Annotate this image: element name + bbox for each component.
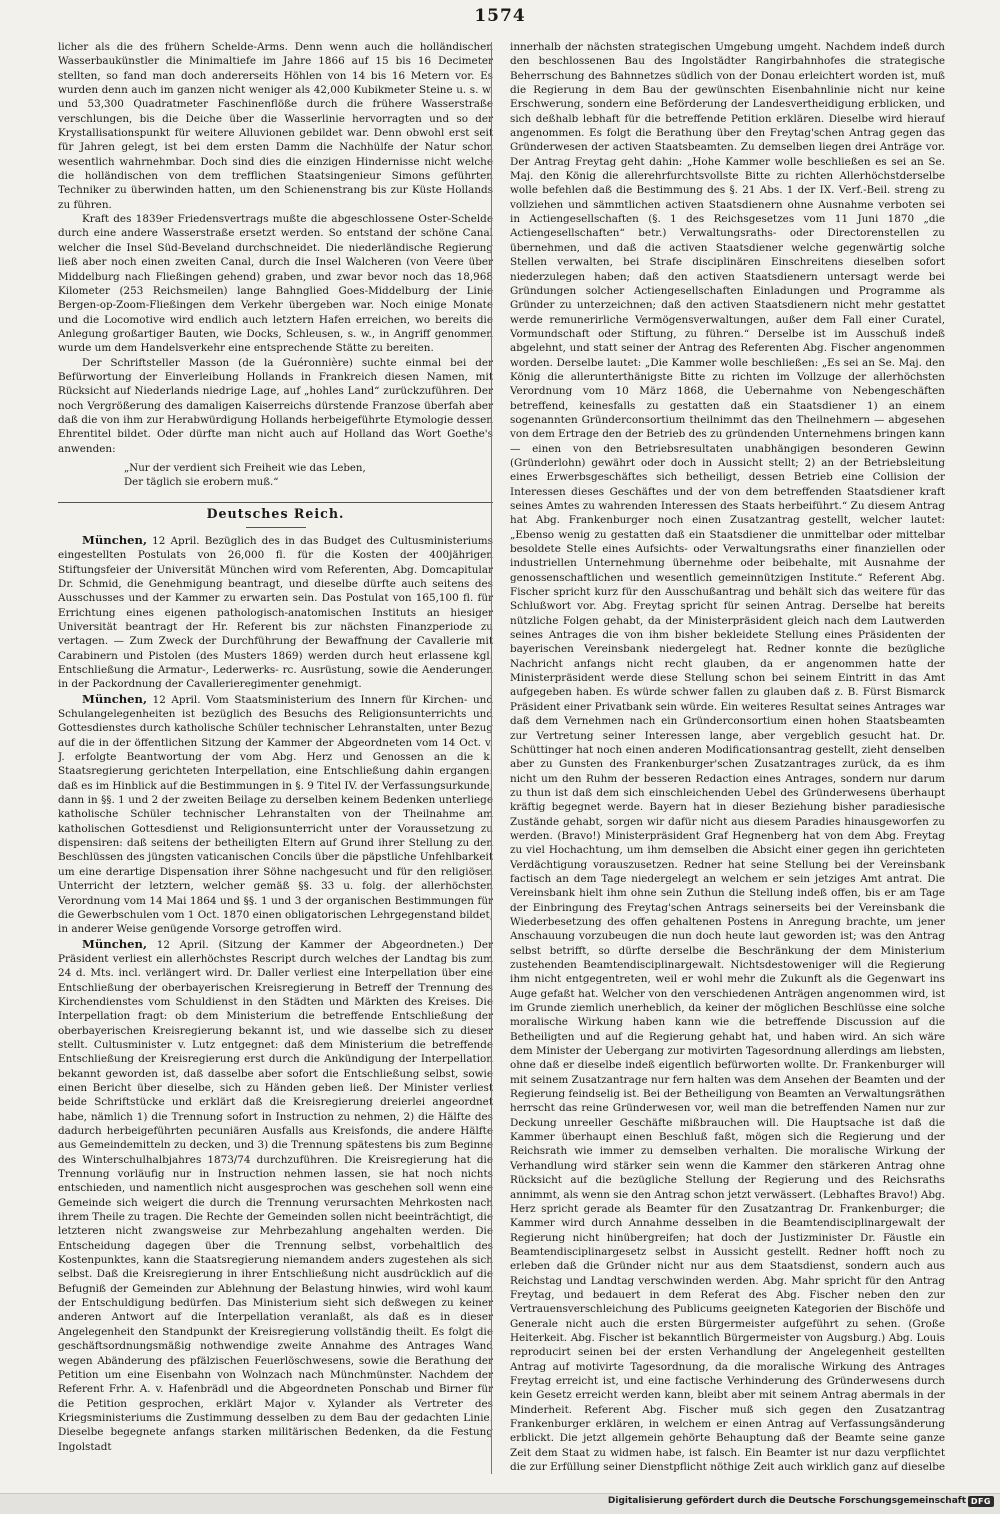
page-number: 1574	[474, 6, 526, 26]
article-paragraph: licher als die des frühern Schelde-Arms. Denn wenn auch die holländischen Wasserbaukünstler die Minimaltiefe im Jahre 1866 auf 15 bis 16 Decimeter stellten, so fand man doch andererseits Höhlen von 14 bis 16 Metern vor. Es wurden denn auch im ganzen nicht weniger als 42,000 Kubikmeter Steine u. s. w. und 53,300 Quadratmeter Faschinenflöße durch die frühere Wasserstraße verschlungen, bis die Deiche über die Wasserlinie hervorragten und so der Krystallisationspunkt für weitere Alluvionen gebildet war. Denn obwohl erst seit für Jahren gelegt, ist bei dem ersten Damm die Nachhülfe der Natur schon wesentlich wahrnehmbar. Doch sind dies die einzigen Hindernisse nicht welche die holländischen von dem trefflichen Staatsingenieur Simons geführten Techniker zu überwinden hatten, um den Schienenstrang bis zur Küste Hollands zu führen.	[58, 41, 493, 211]
news-item	[58, 533, 493, 692]
news-item	[58, 692, 493, 937]
news-item	[58, 937, 493, 1454]
goethe-quote	[124, 462, 493, 490]
quote-line: „Nur der verdient sich Freiheit wie das Leben,	[124, 462, 366, 474]
heading-rule	[246, 527, 306, 528]
news-text: 12 April. (Sitzung der Kammer der Abgeordneten.) Der Präsident verliest ein allerhöchstes Rescript durch welches der Landtag bis zum 24 d. Mts. incl. verlängert wird. Dr. Daller verliest eine Interpellation über eine Entschließung der oberbayerischen Kreisregierung in Betreff der Trennung des Kirchendienstes vom Schuldienst in den Städten und Märkten des Kreises. Die Interpellation fragt: ob dem Ministerium die betreffende Entschließung der oberbayerischen Kreisregierung bekannt ist, und wie dasselbe sich zu dieser stellt. Cultusminister v. Lutz entgegnet: daß dem Ministerium die betreffende Entschließung der Kreisregierung erst durch die Ankündigung der Interpellation bekannt geworden ist, daß dasselbe aber sofort die Entschließung selbst, sowie einen Bericht über dieselbe, sich zu Händen geben ließ. Der Minister verliest beide Schriftstücke und erklärt daß die Kreisregierung dreierlei angeordnet habe, nämlich 1) die Trennung sofort in Instruction zu nehmen, 2) die Hälfte des dadurch herbeigeführten pecuniären Ausfalls aus Kreisfonds, die andere Hälfte aus Gemeindemitteln zu decken, und 3) die Trennung spätestens bis zum Beginne des Winterschulhalbjahres 1873/74 durchzuführen. Die Kreisregierung hat die Trennung vorläufig nur in Instruction nehmen lassen, sie hat noch nichts entschieden, und namentlich nicht ausgesprochen was geschehen soll wenn eine Gemeinde sich weigert die durch die Trennung verursachten Mehrkosten nach ihrem Theile zu tragen. Die Rechte der Gemeinden sollen nicht beeinträchtigt, die letzteren nicht zwangsweise zur Mehrbezahlung angehalten werden. Die Entscheidung dagegen über die Trennung selbst, vorbehaltlich des Kostenpunktes, kann die Staatsregierung niemandem anders zugestehen als sich selbst. Daß die Kreisregierung in ihrer Entschließung nicht ausdrücklich auf die Befugniß der Gemeinden zur Ablehnung der Belastung hinwies, wird wohl kaum der Entschuldigung bedürfen. Das Ministerium sieht sich deßwegen zu keiner anderen Antwort auf die Interpellation veranlaßt, als daß es in dieser Angelegenheit den Standpunkt der Kreisregierung vollständig theilt. Es folgt die geschäftsordnungsmäßig nothwendige zweite Annahme des Antrages Wand wegen Abänderung des pfälzischen Feuerlöschwesens, sowie die Berathung der Petition um eine Eisenbahn von Wolnzach nach Münchmünster. Nachdem der Referent Frhr. A. v. Hafenbrädl und die Abgeordneten Ponschab und Birner für die Petition gesprochen, erklärt Major v. Xylander als Vertreter des Kriegsministeriums die Zustimmung desselben zu dem Bau der gedachten Linie. Dieselbe begegnete anfangs starken militärischen Bedenken, da die Festung Ingolstadt	[58, 938, 493, 1453]
quote-line: Der täglich sie erobern muß.“	[124, 476, 279, 488]
section-heading: Deutsches Reich.	[58, 502, 493, 521]
dfg-logo: DFG	[968, 1496, 994, 1507]
right-column	[510, 40, 945, 1476]
news-text: 12 April. Vom Staatsministerium des Innern für Kirchen- und Schulangelegenheiten ist bezüglich des Besuchs des Religionsunterrichts und Gottesdienstes durch katholische Schüler technischer Lehranstalten, unter Bezug auf die in der öffentlichen Sitzung der Kammer der Abgeordneten vom 14 Oct. v. J. erfolgte Beantwortung der vom Abg. Herz und Genossen an die k. Staatsregierung gerichteten Interpellation, eine Entschließung dahin ergangen: daß es im Hinblick auf die Bestimmungen in §. 9 Titel IV. der Verfassungsurkunde, dann in §§. 1 und 2 der zweiten Beilage zu derselben keinem Bedenken unterliege katholische Schüler technischer Lehranstalten von der Theilnahme am katholischen Gottesdienst und Religionsunterricht unter der Voraussetzung zu dispensiren: daß seitens der betheiligten Eltern auf Grund ihrer Stellung zu den Beschlüssen des jüngsten vaticanischen Concils über die päpstliche Unfehlbarkeit um eine derartige Dispensation ihrer Söhne nachgesucht und für den religiösen Unterricht der letztern, welcher gemäß §§. 33 u. folg. der allerhöchsten Verordnung vom 14 Mai 1864 und §§. 1 und 3 der organischen Bestimmungen für die Gewerbschulen vom 1 Oct. 1870 einen obligatorischen Lehrgegenstand bildet, in anderer Weise genügende Vorsorge getroffen wird.	[58, 693, 493, 936]
article-paragraph: Kraft des 1839er Friedensvertrags mußte die abgeschlossene Oster-Schelde durch eine andere Wasserstraße ersetzt werden. So entstand der schöne Canal welcher die Insel Süd-Beveland durchschneidet. Die niederländische Regierung ließ aber noch einen zweiten Canal, durch die Insel Walcheren (von Veere über Middelburg nach Fließingen gehend) graben, und zwar bevor noch das 18,968 Kilometer (253 Reichsmeilen) lange Bahnglied Goes-Middelburg der Linie Bergen-op-Zoom-Fließingen dem Verkehr übergeben war. Noch einige Monate und die Locomotive wird endlich auch letztern Hafen erreichen, wo bereits die Anlegung großartiger Bauten, wie Docks, Schleusen, s. w., in Angriff genommen wurde um dem Handelsverkehr eine entsprechende Stätte zu bereiten.	[58, 213, 493, 355]
dateline: München,	[82, 532, 148, 547]
footer-credit: Digitalisierung gefördert durch die Deutsche Forschungsgemeinschaft	[607, 1496, 966, 1506]
dateline: München,	[82, 936, 148, 951]
dateline: München,	[82, 691, 148, 706]
article-paragraph: Der Schriftsteller Masson (de la Guéronnière) suchte einmal bei der Befürwortung der Einverleibung Hollands in Frankreich diesen Namen, mit Rücksicht auf Niederlands niedrige Lage, auf „hohles Land“ zurückzuführen. Der noch Vergrößerung des damaligen Kaiserreichs dürstende Franzose überfah aber daß die von ihm zur Herabwürdigung Hollands herbeigeführte Etymologie dessen Ehrentitel bildet. Oder dürfte man nicht auch auf Holland das Wort Goethe's anwenden:	[58, 356, 493, 455]
article-paragraph: innerhalb der nächsten strategischen Umgebung umgeht. Nachdem indeß durch den beschlossenen Bau des Ingolstädter Rangirbahnhofes die strategische Beherrschung des Bahnnetzes südlich von der Donau erleichtert worden ist, muß die Regierung in dem Bau der gewünschten Eisenbahnlinie nicht nur keine Erschwerung, sondern eine Beförderung der Landesvertheidigung erblicken, und sich deßhalb lebhaft für die betreffende Petition erklären. Dieselbe wird hierauf angenommen. Es folgt die Berathung über den Freytag'schen Antrag gegen das Gründerwesen der activen Staatsbeamten. Zu demselben liegen drei Anträge vor. Der Antrag Freytag geht dahin: „Hohe Kammer wolle beschließen es sei an Se. Maj. den König die allerehrfurchtsvollste Bitte zu richten Allerhöchstderselbe wolle befehlen daß die Bestimmung des §. 21 Abs. 1 der IX. Verf.-Beil. streng zu vollziehen und sämmtlichen activen Staatsdienern ohne Ausnahme verboten sei in Actiengesellschaften (§. 1 des Reichsgesetzes vom 11 Juni 1870 „die Actiengesellschaften“ betr.) Verwaltungsraths- oder Directorenstellen zu übernehmen, und daß die activen Staatsdiener welche gegenwärtig solche Stellen verwalten, bei Strafe disciplinären Einschreitens dieselben sofort niederzulegen haben; daß den activen Staatsdienern untersagt werde bei Gründungen solcher Actiengesellschaften Einladungen und Programme als Gründer zu unterzeichnen; daß den activen Staatsdienern nicht mehr gestattet werde remunerirliche Vermögensverwaltungen, außer dem Fall einer Curatel, Vormundschaft oder Stiftung, zu führen.“ Derselbe ist im Ausschuß indeß abgelehnt, und statt seiner der Antrag des Referenten Abg. Fischer angenommen worden. Derselbe lautet: „Die Kammer wolle beschließen: „Es sei an Se. Maj. den König die allerunterthänigste Bitte zu richten im Vollzuge der allerhöchsten Verordnung vom 10 März 1868, die Uebernahme von Nebengeschäften betreffend, keinesfalls zu gestatten daß ein Staatsdiener 1) an einem sogenannten Gründerconsortium theilnimmt das den Theilnehmern — abgesehen von dem Ertrage den der Betrieb des zu gründenden Unternehmens bringen kann — einen von den Betriebsresultaten unabhängigen besonderen Gewinn (Gründerlohn) gewährt oder doch in Aussicht stellt; 2) an der Betriebsleitung eines Erwerbsgeschäftes sich betheiligt, dessen Betrieb eine Collision der Interessen dieses Geschäftes und der von dem betreffenden Staatsdiener kraft seines Amtes zu wahrenden Interessen des Staats herbeiführt.“ Zu diesem Antrag hat Abg. Frankenburger noch einen Zusatzantrag gestellt, welcher lautet: „Ebenso wenig zu gestatten daß ein Staatsdiener die unmittelbar oder mittelbar besoldete Stelle eines Aufsichts- oder Verwaltungsraths einer finanziellen oder industriellen Unternehmung übernehme oder beibehalte, mit Ausnahme der genossenschaftlichen und wesentlich gemeinnützigen Institute.“ Referent Abg. Fischer spricht kurz für den Ausschußantrag und behält sich das weitere für das Schlußwort vor. Abg. Freytag spricht für seinen Antrag. Derselbe hat bereits nützliche Folgen gehabt, da der Ministerpräsident gleich nach dem Lautwerden seines Antrages die von ihm bisher bekleidete Stellung eines Präsidenten der bayerischen Vereinsbank niedergelegt hat. Redner konnte die bezügliche Nachricht anfangs nicht recht glauben, da er angenommen hatte der Ministerpräsident werde diese Stellung schon bei seinem Eintritt in das Amt aufgegeben haben. Es würde schwer fallen zu glauben daß z. B. Fürst Bismarck Präsident einer Privatbank sein würde. Ein weiteres Resultat seines Antrages war daß dem Vernehmen nach ein Gründerconsortium einen hohen Staatsbeamten zur Vertretung seiner Interessen lange, aber vergeblich gesucht hat. Dr. Schüttinger hat noch einen anderen Modificationsantrag gestellt, zieht denselben aber zu Gunsten des Frankenburger'schen Zusatzantrages zurück, da es ihm nicht um den Ruhm der besseren Redaction eines Antrages, sondern nur darum zu thun ist daß dem sich einschleichenden Uebel des Gründerwesens überhaupt kräftig begegnet werde. Bayern hat in dieser Beziehung bisher paradiesische Zustände gehabt, sorgen wir dafür nicht aus diesem Paradies hinausgeworfen zu werden. (Bravo!) Ministerpräsident Graf Hegnenberg hat von dem Abg. Freytag zu viel Hochachtung, um ihm demselben die Absicht einer gegen ihn gerichteten Verdächtigung vorauszusetzen. Redner hat seine Stellung bei der Vereinsbank factisch an dem Tage niedergelegt an welchem er sein jetziges Amt antrat. Die Vereinsbank hielt ihm ohne sein Zuthun die Stellung indeß offen, bis er am Tage der Einbringung des Freytag'schen Antrags seinerseits bei der Vereinsbank die Wiederbesetzung des offen gehaltenen Postens in Anregung brachte, um jener Anschauung vorzubeugen die nun doch heute laut geworden ist; was den Antrag selbst betrifft, so dürfte derselbe die Beschränkung der dem Ministerium zustehenden Beamtendisciplinargewalt. Nichtsdestoweniger will die Regierung ihm nicht entgegentreten, weil er wohl mehr die Zukunft als die Gegenwart ins Auge gefaßt hat. Welcher von den verschiedenen Anträgen angenommen wird, ist im Grunde ziemlich unerheblich, da keiner der möglichen Beschlüsse eine solche moralische Wirkung haben kann wie die betreffende Discussion auf die Betheiligten und auf die Regierung gehabt hat, und haben wird. An sich wäre dem Minister der Uebergang zur motivirten Tagesordnung allerdings am liebsten, ohne daß er dieselbe indeß eigentlich befürworten wollte. Dr. Frankenburger will mit seinem Zusatzantrage nur fern halten was dem Ansehen der Beamten und der Regierung feindselig ist. Bei der Betheiligung von Beamten an Verwaltungsräthen herrscht das reine Gründerwesen vor, weil man die betreffenden Namen nur zur Deckung unreeller Geschäfte mißbrauchen will. Die Hauptsache ist daß die Kammer überhaupt einen Beschluß faßt, mögen sich die Regierung und der Reichsrath wie immer zu demselben verhalten. Die moralische Wirkung der Verhandlung wird stärker sein wenn die Kammer den stärkeren Antrag ohne Rücksicht auf die bezügliche Stellung der Regierung und des Reichsraths annimmt, als wenn sie den Antrag schon jetzt verwässert. (Lebhaftes Bravo!) Abg. Herz spricht gerade als Beamter für den Zusatzantrag Dr. Frankenburger; die Kammer wird durch Annahme desselben in die Beamtendisciplinargewalt der Regierung nicht hinübergreifen; hat doch der Justizminister Dr. Fäustle ein Beamtendisciplinargesetz selbst in Aussicht gestellt. Redner hofft noch zu erleben daß die Gründer nicht nur aus dem Staatsdienst, sondern auch aus Reichstag und Landtag verschwinden werden. Abg. Mahr spricht für den Antrag Freytag, und bedauert in dem Referat des Abg. Fischer neben den zur Vertrauensverschleichung des Publicums geeigneten Kategorien der Bischöfe und Generale nicht auch die ersten Bürgermeister aufgeführt zu sehen. (Große Heiterkeit. Abg. Fischer ist bekanntlich Bürgermeister von Augsburg.) Abg. Louis reproducirt seinen bei der ersten Verhandlung der Angelegenheit gestellten Antrag auf motivirte Tagesordnung, da die moralische Wirkung des Antrages Freytag erreicht ist, und eine factische Verhinderung des Gründerwesens durch kein Gesetz erreicht werden kann, bleibt aber mit seinem Antrag abermals in der Minderheit. Referent Abg. Fischer muß sich gegen den Zusatzantrag Frankenburger erklären, in welchem er einen Antrag auf Verfassungsänderung erblickt. Die jetzt allgemein gehörte Behauptung daß der Beamte seine ganze Zeit dem Staat zu widmen habe, ist falsch. Ein Beamter ist nur dazu verpflichtet die zur Erfüllung seiner Dienstpflicht nöthige Zeit auch wirklich ganz auf dieselbe	[510, 41, 945, 1474]
left-column	[58, 40, 493, 1476]
news-text: 12 April. Bezüglich des in das Budget des Cultusministeriums eingestellten Postulats von 26,000 fl. für die Kosten der 400jährigen Stiftungsfeier der Universität München wird vom Referenten, Abg. Domcapitular Dr. Schmid, die Genehmigung beantragt, und dieselbe dürfte auch seitens des Ausschusses und der Kammer zu erwarten sein. Das Postulat von 165,100 fl. für Errichtung eines eigenen pathologisch-anatomischen Instituts an hiesiger Universität beantragt der Hr. Referent bis zur nächsten Finanzperiode zu vertagen. — Zum Zweck der Durchführung der Bewaffnung der Cavallerie mit Carabinern und Pistolen (des Musters 1869) werden durch heut erlassene kgl. Entschließung die Armatur-, Lederwerks- rc. Ausrüstung, sowie die Aenderungen in der Packordnung der Cavallerieregimenter genehmigt.	[58, 534, 493, 691]
column-divider	[491, 42, 492, 1474]
